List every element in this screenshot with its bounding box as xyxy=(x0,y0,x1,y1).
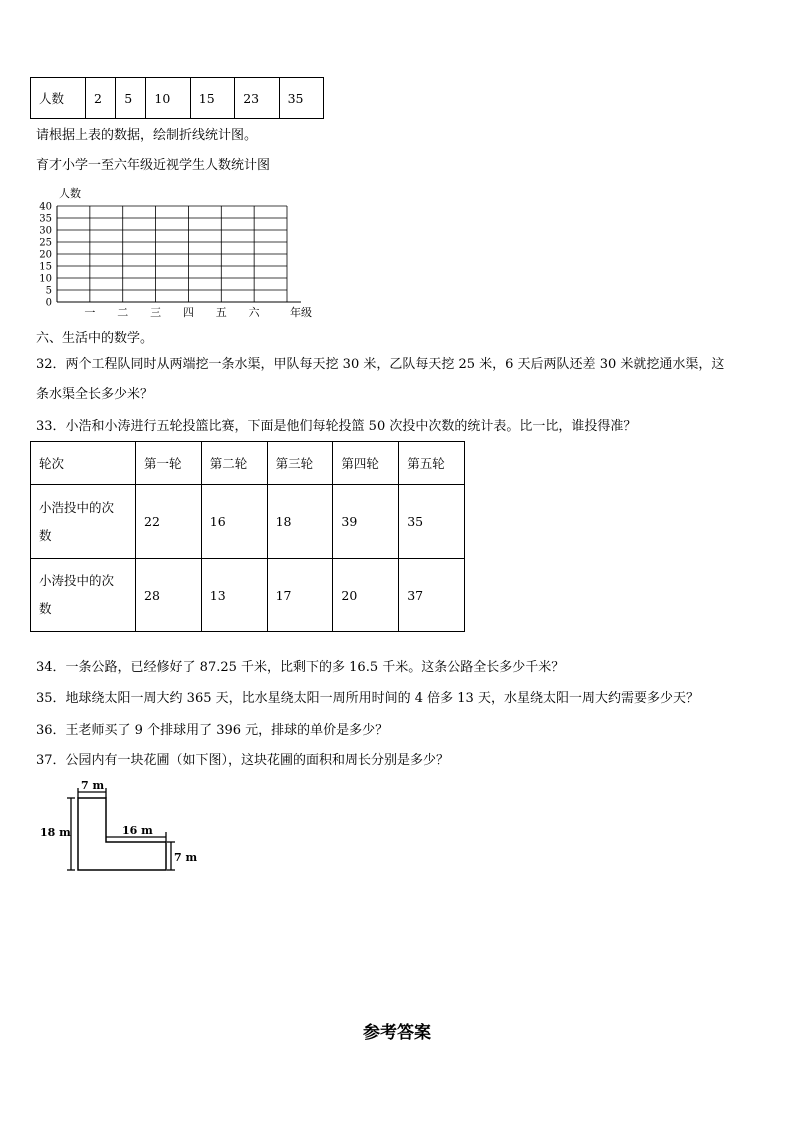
table-cell: 22 xyxy=(136,485,202,559)
instruction-text: 请根据上表的数据，绘制折线统计图。 xyxy=(36,128,258,143)
q35-text: 35．地球绕太阳一周大约 365 天，比水星绕太阳一周所用时间的 4 倍多 13 天，水星绕太阳一周大约需要多少天？ xyxy=(36,691,699,706)
row-label-line1: 小浩投中的次 xyxy=(39,499,115,515)
table-header-cell: 第五轮 xyxy=(399,442,465,485)
table-cell: 16 xyxy=(201,485,267,559)
table-cell: 15 xyxy=(190,78,234,119)
table-cell: 35 xyxy=(279,78,323,119)
line-chart-grid xyxy=(30,180,320,325)
y-tick-label: 10 xyxy=(39,273,52,285)
table-cell: 23 xyxy=(235,78,279,119)
row-label-line1: 小涛投中的次 xyxy=(39,573,115,588)
row-label-line2: 数 xyxy=(39,527,52,543)
y-tick-label: 40 xyxy=(39,201,52,213)
section-6-heading: 六、生活中的数学。 xyxy=(36,331,154,346)
table-header-cell: 第三轮 xyxy=(267,442,333,485)
x-tick-label: 二 xyxy=(117,306,129,319)
y-tick-label: 25 xyxy=(39,237,52,249)
table-cell: 5 xyxy=(116,78,146,119)
table-cell: 28 xyxy=(136,559,202,632)
table-cell: 35 xyxy=(399,485,465,559)
table-cell: 17 xyxy=(267,559,333,632)
x-tick-label: 三 xyxy=(150,306,162,319)
q36-text: 36．王老师买了 9 个排球用了 396 元，排球的单价是多少？ xyxy=(36,723,389,738)
dim-inner-label: 16 m xyxy=(122,824,153,837)
answer-title: 参考答案 xyxy=(363,1023,431,1043)
dim-right-label: 7 m xyxy=(174,851,198,864)
table-header-cell: 第二轮 xyxy=(201,442,267,485)
q32-line1: 32．两个工程队同时从两端挖一条水渠，甲队每天挖 30 米，乙队每天挖 25 米，6 天后两队还差 30 米就挖通水渠，这 xyxy=(36,357,725,372)
q33-text: 33．小浩和小涛进行五轮投篮比赛，下面是他们每轮投篮 50 次投中次数的统计表。比一比，谁投得准？ xyxy=(36,419,637,434)
table-row xyxy=(31,559,465,632)
x-tick-label: 四 xyxy=(182,306,194,319)
table-cell: 2 xyxy=(86,78,116,119)
q37-text: 37．公园内有一块花圃（如下图），这块花圃的面积和周长分别是多少？ xyxy=(36,753,450,768)
table-cell: 13 xyxy=(201,559,267,632)
basketball-table xyxy=(30,441,465,632)
table-cell: 18 xyxy=(267,485,333,559)
q34-text: 34．一条公路，已经修好了 87.25 千米，比剩下的多 16.5 千米。这条公路全长多少千米？ xyxy=(36,660,565,675)
table-cell: 20 xyxy=(333,559,399,632)
y-tick-label: 20 xyxy=(39,249,52,261)
table-cell: 37 xyxy=(399,559,465,632)
y-tick-label: 35 xyxy=(39,213,52,225)
x-tick-label: 六 xyxy=(248,306,260,319)
population-table xyxy=(30,77,324,119)
flowerbed-figure xyxy=(38,780,208,880)
chart-title: 育才小学一至六年级近视学生人数统计图 xyxy=(36,158,271,173)
q32-line2: 条水渠全长多少米？ xyxy=(36,387,154,402)
x-axis-title: 年级 xyxy=(290,306,312,319)
dim-left-label: 18 m xyxy=(40,826,71,839)
table-row xyxy=(31,485,465,559)
table-cell: 39 xyxy=(333,485,399,559)
row-label xyxy=(31,559,136,632)
x-tick-label: 一 xyxy=(84,306,96,319)
row-label-line2: 数 xyxy=(39,601,52,616)
y-tick-label: 15 xyxy=(39,261,52,273)
table-header-cell: 轮次 xyxy=(31,442,136,485)
y-tick-label: 5 xyxy=(45,285,52,297)
y-tick-label: 30 xyxy=(39,225,52,237)
table-header-cell: 人数 xyxy=(31,78,86,119)
table-row xyxy=(31,442,465,485)
table-cell: 10 xyxy=(146,78,190,119)
table-row xyxy=(31,78,324,119)
row-label xyxy=(31,485,136,559)
y-axis-title: 人数 xyxy=(59,187,81,200)
table-header-cell: 第四轮 xyxy=(333,442,399,485)
y-tick-label: 0 xyxy=(45,297,52,309)
table-header-cell: 第一轮 xyxy=(136,442,202,485)
x-tick-label: 五 xyxy=(215,306,227,319)
dim-top-label: 7 m xyxy=(81,780,105,792)
